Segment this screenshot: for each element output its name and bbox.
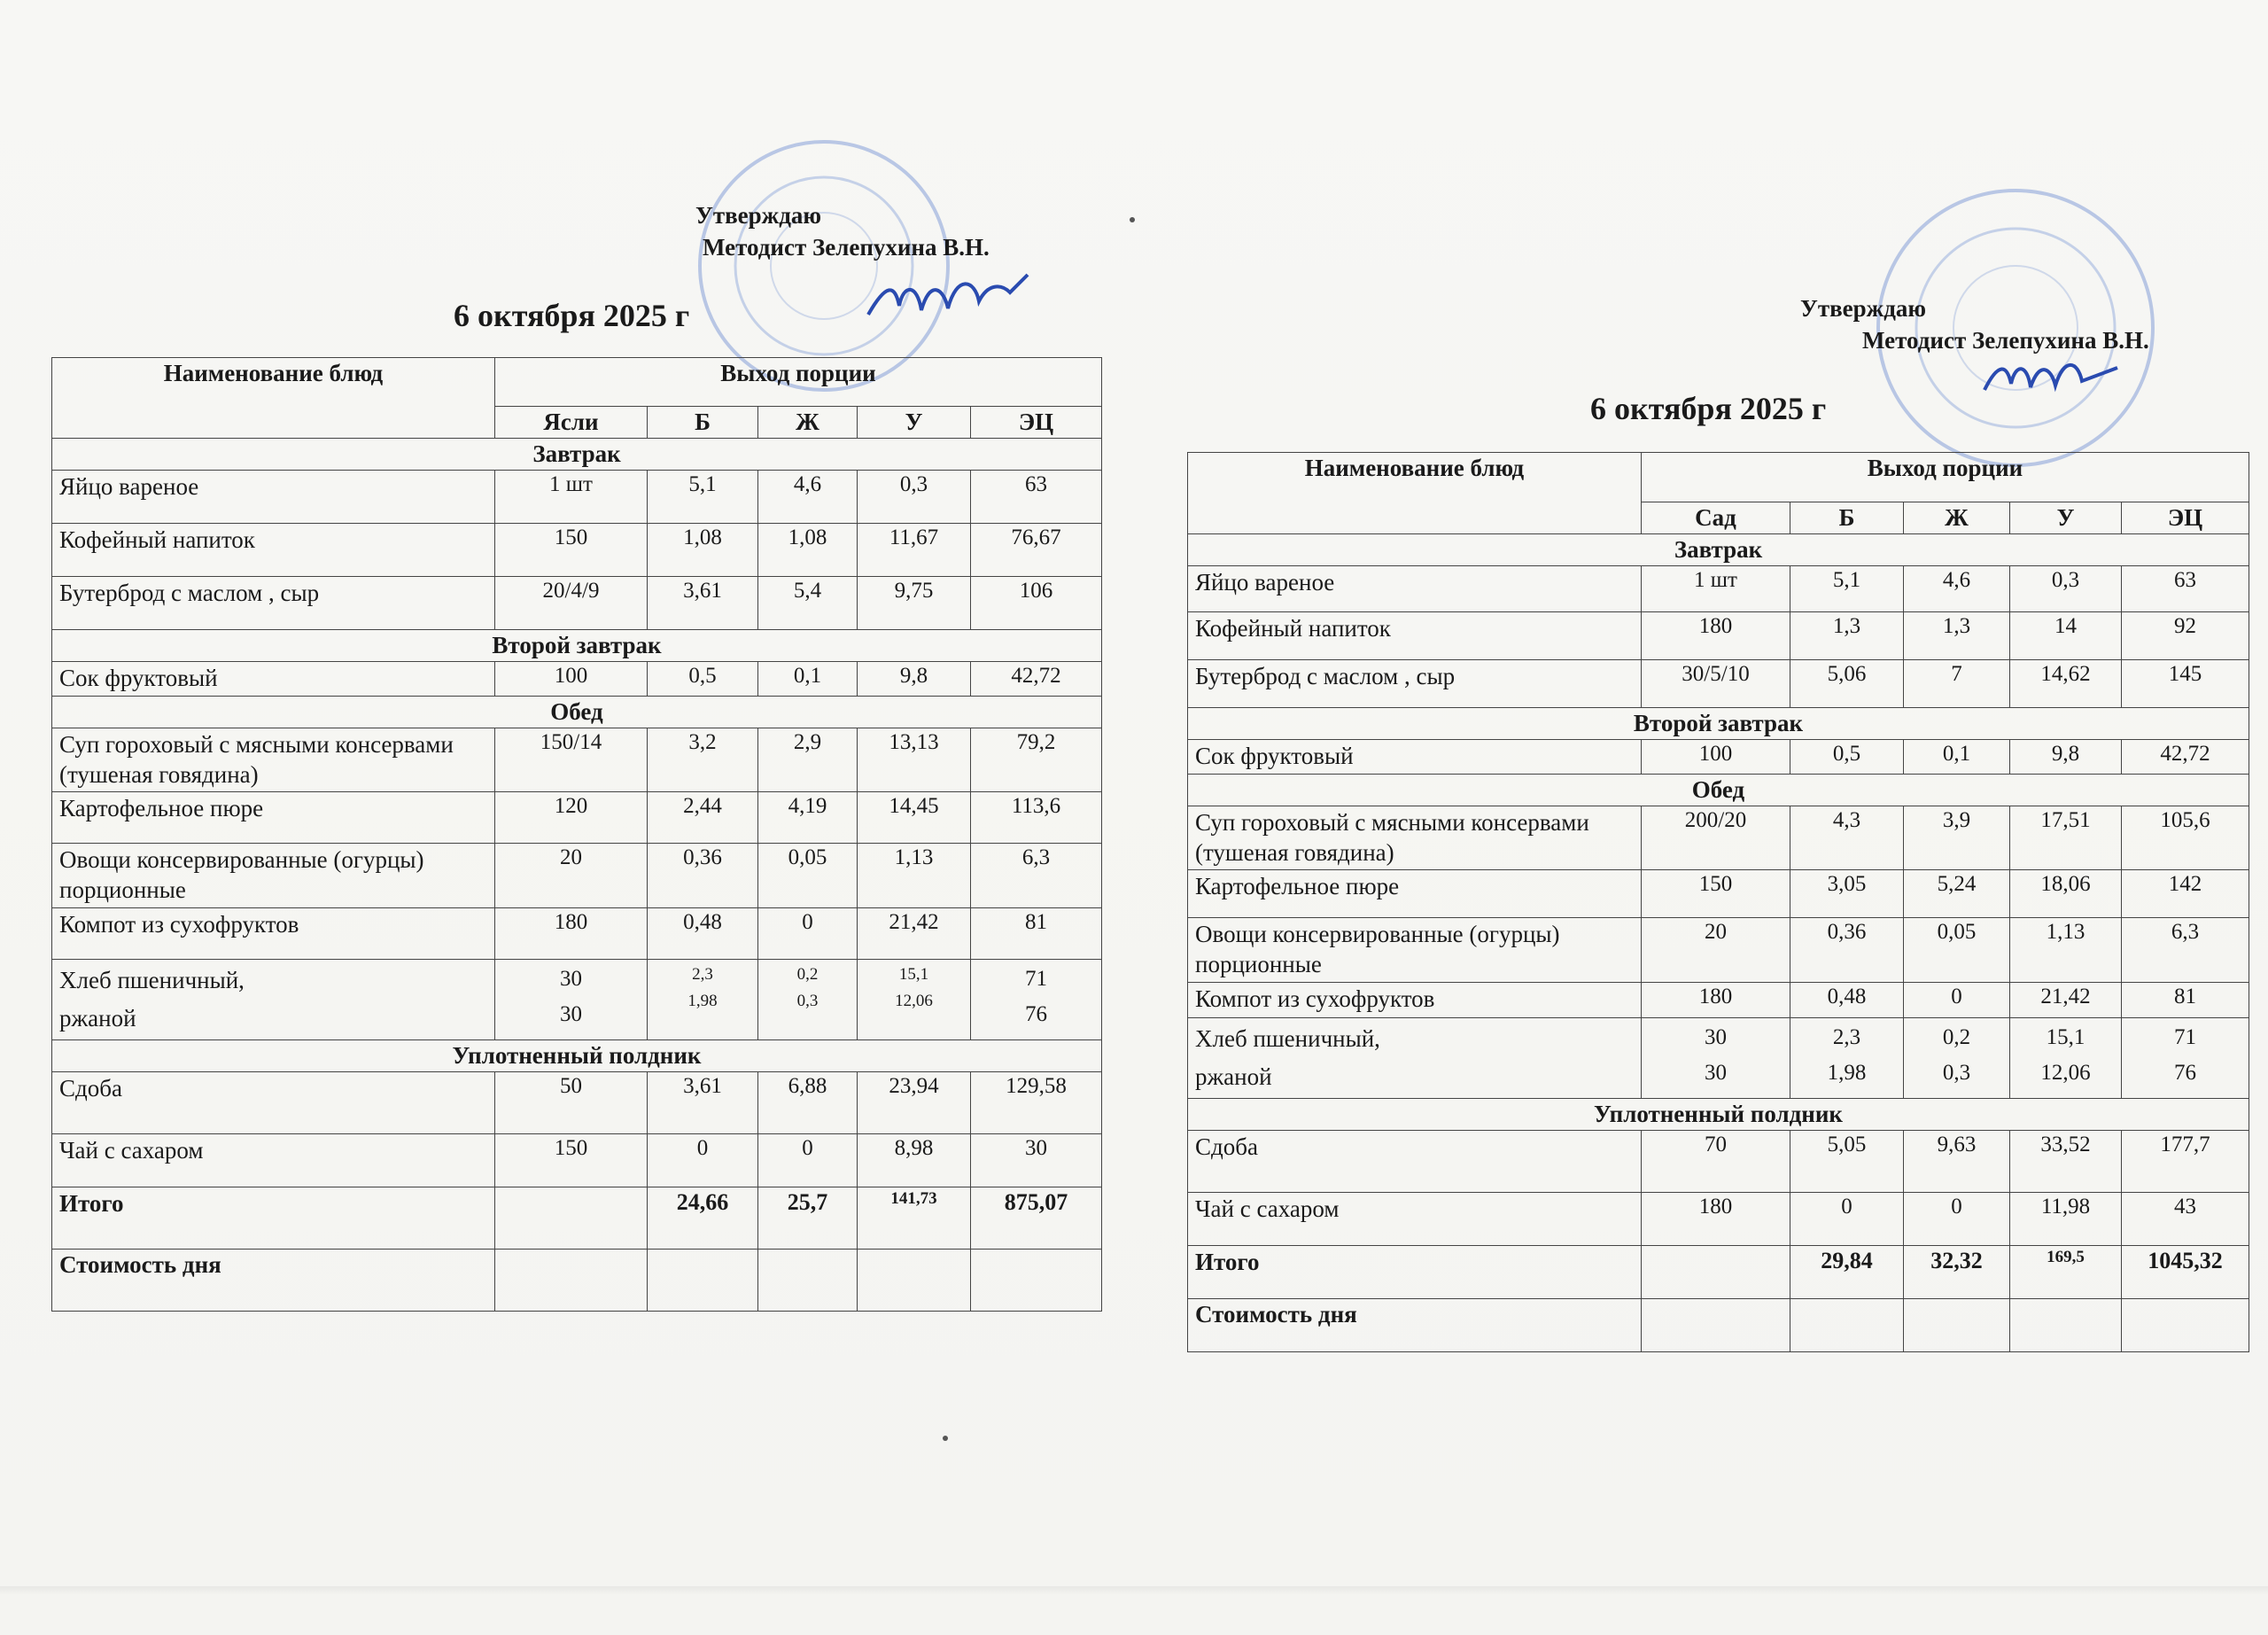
- protein-value: 0,48: [1790, 982, 1904, 1017]
- section-row: [1188, 1099, 2249, 1131]
- table-row: [52, 907, 1102, 959]
- section-row: [1188, 708, 2249, 740]
- section-row: [52, 439, 1102, 471]
- empty-cell: [758, 1250, 858, 1312]
- fat-value: 9,63: [1904, 1131, 2010, 1193]
- section-title: Второй завтрак: [52, 630, 1102, 662]
- dish-name: Сдоба: [1188, 1131, 1642, 1193]
- carbs-value: [858, 959, 971, 1039]
- empty-cell: [495, 1250, 648, 1312]
- portion-output: 150: [495, 1134, 648, 1187]
- dish-name: Яйцо вареное: [1188, 566, 1642, 612]
- table-row: [52, 524, 1102, 577]
- energy-value: 81: [2122, 982, 2249, 1017]
- energy-value: 79,2: [971, 728, 1102, 792]
- table-row: [52, 1250, 1102, 1312]
- fat-value: 4,6: [1904, 566, 2010, 612]
- protein-value: 0: [648, 1134, 758, 1187]
- fat-value: 6,88: [758, 1072, 858, 1134]
- table-row: [52, 792, 1102, 844]
- protein-value: 1,3: [1790, 612, 1904, 660]
- protein-value-line: 1,98: [687, 992, 718, 1011]
- portion-output: 20: [1642, 918, 1790, 983]
- carbs-value: 11,67: [858, 524, 971, 577]
- section-title: Второй завтрак: [1188, 708, 2249, 740]
- col-header-energy: ЭЦ: [2122, 502, 2249, 534]
- table-row: [1188, 566, 2249, 612]
- carbs-value: 13,13: [858, 728, 971, 792]
- protein-value: 0,36: [648, 844, 758, 908]
- col-header-fat: Ж: [1904, 502, 2010, 534]
- protein-value: 5,06: [1790, 660, 1904, 708]
- fat-value: 0: [758, 1134, 858, 1187]
- carbs-value: 14,62: [2010, 660, 2122, 708]
- carbs-value: 14,45: [858, 792, 971, 844]
- table-row: [1188, 870, 2249, 918]
- carbs-value: 11,98: [2010, 1193, 2122, 1246]
- energy-value: 30: [971, 1134, 1102, 1187]
- table-row: [52, 844, 1102, 908]
- table-row: [1188, 612, 2249, 660]
- approval-block-left: [695, 199, 990, 264]
- fat-value: 5,24: [1904, 870, 2010, 918]
- approval-title: Утверждаю: [695, 202, 822, 229]
- fat-value: 4,6: [758, 471, 858, 524]
- section-row: [52, 1040, 1102, 1072]
- day-cost-label: Стоимость дня: [52, 1250, 495, 1312]
- protein-value: 5,05: [1790, 1131, 1904, 1193]
- dish-name-line: ржаной: [59, 1004, 136, 1032]
- energy-value: 92: [2122, 612, 2249, 660]
- table-row: [52, 471, 1102, 524]
- table-row: [52, 1134, 1102, 1187]
- dish-name-line: Хлеб пшеничный,: [1195, 1024, 1380, 1052]
- energy-value: 1045,32: [2122, 1246, 2249, 1299]
- fat-value: 0,1: [1904, 740, 2010, 775]
- dish-name: Суп гороховый с мясными консервами (тушеная говядина): [1188, 806, 1642, 870]
- dish-name: Компот из сухофруктов: [52, 907, 495, 959]
- energy-value: 105,6: [2122, 806, 2249, 870]
- energy-value: 177,7: [2122, 1131, 2249, 1193]
- energy-value: 6,3: [971, 844, 1102, 908]
- section-title: Обед: [52, 696, 1102, 728]
- protein-value: 0,5: [648, 662, 758, 697]
- menu-table-left: [51, 357, 1102, 1312]
- left-rows: [52, 439, 1102, 1312]
- table-row: [52, 662, 1102, 697]
- empty-cell: [1790, 1299, 1904, 1352]
- carbs-value: 0,3: [858, 471, 971, 524]
- fat-value: 0,05: [758, 844, 858, 908]
- col-header-fat: Ж: [758, 407, 858, 439]
- col-header-energy: ЭЦ: [971, 407, 1102, 439]
- carbs-value: 18,06: [2010, 870, 2122, 918]
- table-row: [1188, 740, 2249, 775]
- dish-name: Бутерброд с маслом , сыр: [52, 577, 495, 630]
- energy-value: 875,07: [971, 1187, 1102, 1250]
- fat-value-line: 0,3: [796, 992, 819, 1011]
- section-row: [52, 696, 1102, 728]
- section-title: Завтрак: [1188, 534, 2249, 566]
- protein-value: 3,05: [1790, 870, 1904, 918]
- dish-name: Сдоба: [52, 1072, 495, 1134]
- approval-signer: Методист Зелепухина В.Н.: [703, 234, 990, 261]
- dish-name: Овощи консервированные (огурцы) порционные: [52, 844, 495, 908]
- carbs-value: 33,52: [2010, 1131, 2122, 1193]
- energy-value: 63: [971, 471, 1102, 524]
- portion-output: 180: [1642, 612, 1790, 660]
- col-header-group: Сад: [1642, 502, 1790, 534]
- energy-value: 142: [2122, 870, 2249, 918]
- protein-value: 3,61: [648, 577, 758, 630]
- empty-cell: [971, 1250, 1102, 1312]
- empty-cell: [858, 1250, 971, 1312]
- section-row: [1188, 534, 2249, 566]
- carbs-value: 9,8: [2010, 740, 2122, 775]
- carbs-value: 8,98: [858, 1134, 971, 1187]
- protein-value: 0,5: [1790, 740, 1904, 775]
- col-header-protein: Б: [1790, 502, 1904, 534]
- portion-output: [495, 959, 648, 1039]
- signature-left: [859, 266, 1037, 328]
- scan-speck: [943, 1436, 948, 1441]
- fat-value: 3,9: [1904, 806, 2010, 870]
- dish-name: [52, 959, 495, 1039]
- carbs-value: 0,3: [2010, 566, 2122, 612]
- energy-value: 43: [2122, 1193, 2249, 1246]
- protein-value: 5,1: [1790, 566, 1904, 612]
- dish-name: Картофельное пюре: [1188, 870, 1642, 918]
- table-row: [1188, 806, 2249, 870]
- approval-block-right: [1800, 292, 2149, 357]
- fat-value-line: 0,2: [796, 964, 819, 984]
- portion-output: 70: [1642, 1131, 1790, 1193]
- fat-value: 2,9: [758, 728, 858, 792]
- energy-value: 42,72: [2122, 740, 2249, 775]
- energy-value-line: 76: [1025, 1001, 1047, 1026]
- table-row: [1188, 1246, 2249, 1299]
- menu-date-right: 6 октября 2025 г: [1590, 391, 1827, 426]
- carbs-value-line: 15,1: [898, 964, 929, 984]
- energy-value-line: 76: [2174, 1060, 2196, 1085]
- col-header-group: Ясли: [495, 407, 648, 439]
- protein-value: 29,84: [1790, 1246, 1904, 1299]
- table-row: [1188, 1017, 2249, 1098]
- portion-output: 200/20: [1642, 806, 1790, 870]
- energy-value: 145: [2122, 660, 2249, 708]
- energy-value: 76,67: [971, 524, 1102, 577]
- energy-value: 6,3: [2122, 918, 2249, 983]
- empty-cell: [1642, 1299, 1790, 1352]
- carbs-value: 14: [2010, 612, 2122, 660]
- fat-value: 1,08: [758, 524, 858, 577]
- protein-value: 0: [1790, 1193, 1904, 1246]
- carbs-value-line: 12,06: [2040, 1060, 2091, 1085]
- portion-output: 180: [1642, 1193, 1790, 1246]
- fat-value: 1,3: [1904, 612, 2010, 660]
- table-row: [52, 1187, 1102, 1250]
- carbs-value: 9,8: [858, 662, 971, 697]
- carbs-value: 141,73: [858, 1187, 971, 1250]
- portion-output-line: 30: [1705, 1024, 1727, 1049]
- portion-output: [495, 1187, 648, 1250]
- menu-date-left: 6 октября 2025 г: [454, 298, 690, 333]
- col-header-dish: Наименование блюд: [1188, 453, 1642, 534]
- section-row: [52, 630, 1102, 662]
- dish-name: Бутерброд с маслом , сыр: [1188, 660, 1642, 708]
- section-title: Обед: [1188, 774, 2249, 806]
- col-header-carbs: У: [2010, 502, 2122, 534]
- fat-value: [1904, 1017, 2010, 1098]
- carbs-value: 169,5: [2010, 1246, 2122, 1299]
- protein-value-line: 1,98: [1827, 1060, 1867, 1085]
- energy-value: 42,72: [971, 662, 1102, 697]
- fat-value: 0,05: [1904, 918, 2010, 983]
- fat-value: 7: [1904, 660, 2010, 708]
- energy-value: 106: [971, 577, 1102, 630]
- dish-name: Чай с сахаром: [52, 1134, 495, 1187]
- page-edge: [0, 1586, 2268, 1595]
- col-header-dish: Наименование блюд: [52, 358, 495, 439]
- dish-name: Кофейный напиток: [1188, 612, 1642, 660]
- protein-value: 3,2: [648, 728, 758, 792]
- protein-value: 0,48: [648, 907, 758, 959]
- fat-value: [758, 959, 858, 1039]
- carbs-value-line: 12,06: [895, 992, 933, 1011]
- table-row: [52, 1072, 1102, 1134]
- carbs-value: 9,75: [858, 577, 971, 630]
- dish-name: Суп гороховый с мясными консервами (тушеная говядина): [52, 728, 495, 792]
- dish-name: Кофейный напиток: [52, 524, 495, 577]
- carbs-value: [2010, 1017, 2122, 1098]
- portion-output: 30/5/10: [1642, 660, 1790, 708]
- section-title: Уплотненный полдник: [1188, 1099, 2249, 1131]
- portion-output: [1642, 1017, 1790, 1098]
- table-row: [1188, 1193, 2249, 1246]
- signature-right: [1976, 350, 2126, 403]
- scan-speck: [1130, 217, 1135, 222]
- fat-value: 4,19: [758, 792, 858, 844]
- portion-output: 1 шт: [495, 471, 648, 524]
- empty-cell: [2010, 1299, 2122, 1352]
- fat-value: 25,7: [758, 1187, 858, 1250]
- portion-output: 180: [1642, 982, 1790, 1017]
- energy-value: 129,58: [971, 1072, 1102, 1134]
- fat-value: 32,32: [1904, 1246, 2010, 1299]
- energy-value: 113,6: [971, 792, 1102, 844]
- protein-value: [648, 959, 758, 1039]
- portion-output: 1 шт: [1642, 566, 1790, 612]
- col-header-protein: Б: [648, 407, 758, 439]
- section-row: [1188, 774, 2249, 806]
- approval-title: Утверждаю: [1800, 295, 1927, 322]
- energy-value: 63: [2122, 566, 2249, 612]
- table-row: [1188, 982, 2249, 1017]
- table-row: [1188, 918, 2249, 983]
- table-row: [52, 577, 1102, 630]
- carbs-value: 1,13: [858, 844, 971, 908]
- portion-output: 150/14: [495, 728, 648, 792]
- dish-name: Чай с сахаром: [1188, 1193, 1642, 1246]
- portion-output: [1642, 1246, 1790, 1299]
- carbs-value: 1,13: [2010, 918, 2122, 983]
- col-header-carbs: У: [858, 407, 971, 439]
- carbs-value: 23,94: [858, 1072, 971, 1134]
- dish-name: Яйцо вареное: [52, 471, 495, 524]
- portion-output: 150: [495, 524, 648, 577]
- fat-value: 5,4: [758, 577, 858, 630]
- carbs-value: 21,42: [2010, 982, 2122, 1017]
- fat-value: 0: [1904, 982, 2010, 1017]
- fat-value-line: 0,2: [1942, 1024, 1971, 1049]
- fat-value-line: 0,3: [1942, 1060, 1971, 1085]
- portion-output: 50: [495, 1072, 648, 1134]
- energy-value-line: 71: [1025, 966, 1047, 991]
- portion-output: 180: [495, 907, 648, 959]
- section-title: Завтрак: [52, 439, 1102, 471]
- portion-output-line: 30: [560, 1001, 582, 1026]
- protein-value: 24,66: [648, 1187, 758, 1250]
- fat-value: 0: [1904, 1193, 2010, 1246]
- portion-output-line: 30: [1705, 1060, 1727, 1085]
- energy-value: 81: [971, 907, 1102, 959]
- portion-output: 100: [495, 662, 648, 697]
- protein-value: 3,61: [648, 1072, 758, 1134]
- empty-cell: [648, 1250, 758, 1312]
- dish-name-line: Хлеб пшеничный,: [59, 966, 245, 993]
- protein-value: [1790, 1017, 1904, 1098]
- portion-output: 20/4/9: [495, 577, 648, 630]
- dish-name: Овощи консервированные (огурцы) порционные: [1188, 918, 1642, 983]
- dish-name-line: ржаной: [1195, 1063, 1272, 1090]
- col-header-portion: Выход порции: [1642, 453, 2249, 502]
- section-title: Уплотненный полдник: [52, 1040, 1102, 1072]
- right-rows: [1188, 534, 2249, 1352]
- protein-value-line: 2,3: [1832, 1024, 1861, 1049]
- day-cost-label: Стоимость дня: [1188, 1299, 1642, 1352]
- protein-value: 1,08: [648, 524, 758, 577]
- empty-cell: [2122, 1299, 2249, 1352]
- protein-value: 0,36: [1790, 918, 1904, 983]
- table-row: [1188, 1299, 2249, 1352]
- protein-value-line: 2,3: [692, 964, 713, 984]
- dish-name: Компот из сухофруктов: [1188, 982, 1642, 1017]
- menu-table-right: [1187, 452, 2249, 1352]
- portion-output: 150: [1642, 870, 1790, 918]
- portion-output: 20: [495, 844, 648, 908]
- dish-name: [1188, 1017, 1642, 1098]
- portion-output: 100: [1642, 740, 1790, 775]
- table-row: [1188, 1131, 2249, 1193]
- empty-cell: [1904, 1299, 2010, 1352]
- energy-value: [971, 959, 1102, 1039]
- fat-value: 0: [758, 907, 858, 959]
- table-row: [1188, 660, 2249, 708]
- col-header-portion: Выход порции: [495, 358, 1102, 407]
- total-label: Итого: [1188, 1246, 1642, 1299]
- table-row: [52, 728, 1102, 792]
- dish-name: Сок фруктовый: [1188, 740, 1642, 775]
- total-label: Итого: [52, 1187, 495, 1250]
- protein-value: 2,44: [648, 792, 758, 844]
- protein-value: 5,1: [648, 471, 758, 524]
- portion-output: 120: [495, 792, 648, 844]
- carbs-value-line: 15,1: [2046, 1024, 2085, 1049]
- carbs-value: 21,42: [858, 907, 971, 959]
- portion-output-line: 30: [560, 966, 582, 991]
- approval-signer: Методист Зелепухина В.Н.: [1862, 327, 2149, 354]
- energy-value: [2122, 1017, 2249, 1098]
- dish-name: Сок фруктовый: [52, 662, 495, 697]
- table-row: [52, 959, 1102, 1039]
- dish-name: Картофельное пюре: [52, 792, 495, 844]
- carbs-value: 17,51: [2010, 806, 2122, 870]
- energy-value-line: 71: [2174, 1024, 2196, 1049]
- fat-value: 0,1: [758, 662, 858, 697]
- protein-value: 4,3: [1790, 806, 1904, 870]
